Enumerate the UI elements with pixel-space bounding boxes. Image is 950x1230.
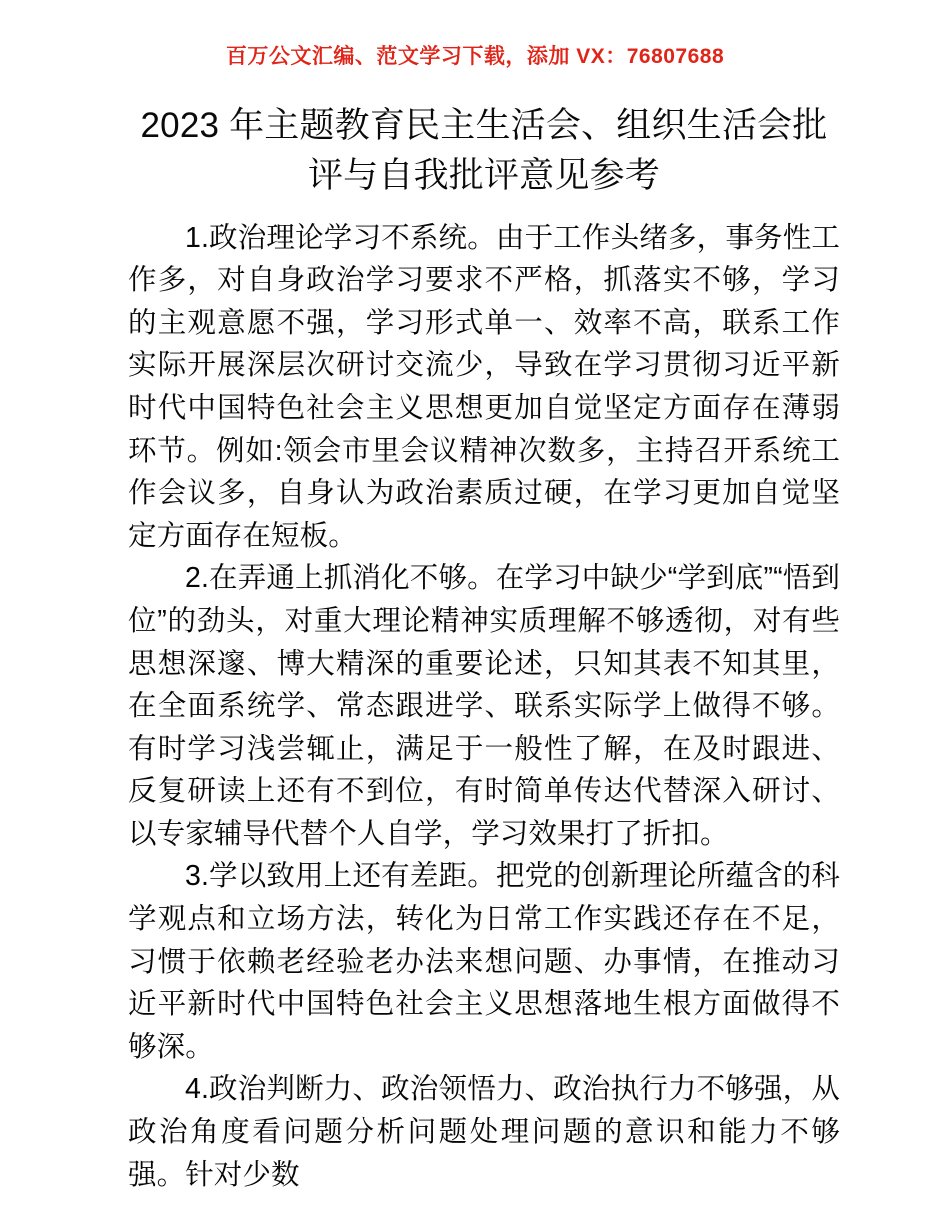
- promo-header-text: 百万公文汇编、范文学习下载，添加 VX：76807688: [225, 45, 725, 68]
- paragraph-3: 3.学以致用上还有差距。把党的创新理论所蕴含的科学观点和立场方法，转化为日常工作实践还存在不足，习惯于依赖老经验老办法来想问题、办事情，在推动习近平新时代中国特色社会主义思想落地生根方面做得不够深。: [128, 860, 840, 1063]
- paragraph-4: 4.政治判断力、政治领悟力、政治执行力不够强，从政治角度看问题分析问题处理问题的意识和能力不够强。针对少数: [128, 1073, 840, 1191]
- document-paragraphs: [128, 201, 840, 1197]
- paragraph-2: 2.在弄通上抓消化不够。在学习中缺少“学到底”“悟到位”的劲头，对重大理论精神实质理解不够透彻，对有些思想深邃、博大精深的重要论述，只知其表不知其里，在全面系统学、常态跟进学、联系实际学上做得不够。有时学习浅尝辄止，满足于一般性了解，在及时跟进、反复研读上还有不到位，有时简单传达代替深入研讨、以专家辅导代替个人自学，学习效果打了折扣。: [128, 562, 840, 850]
- document-title: 2023 年主题教育民主生活会、组织生活会批评与自我批评意见参考: [140, 106, 828, 195]
- paragraph-1: 1.政治理论学习不系统。由于工作头绪多，事务性工作多，对自身政治学习要求不严格，抓落实不够，学习的主观意愿不强，学习形式单一、效率不高，联系工作实际开展深层次研讨交流少，导致在学习贯彻习近平新时代中国特色社会主义思想更加自觉坚定方面存在薄弱环节。例如:领会市里会议精神次数多，主持召开系统工作会议多，自身认为政治素质过硬，在学习更加自觉坚定方面存在短板。: [128, 221, 840, 552]
- document-body: [0, 75, 950, 1196]
- promo-header-bar: [0, 0, 950, 75]
